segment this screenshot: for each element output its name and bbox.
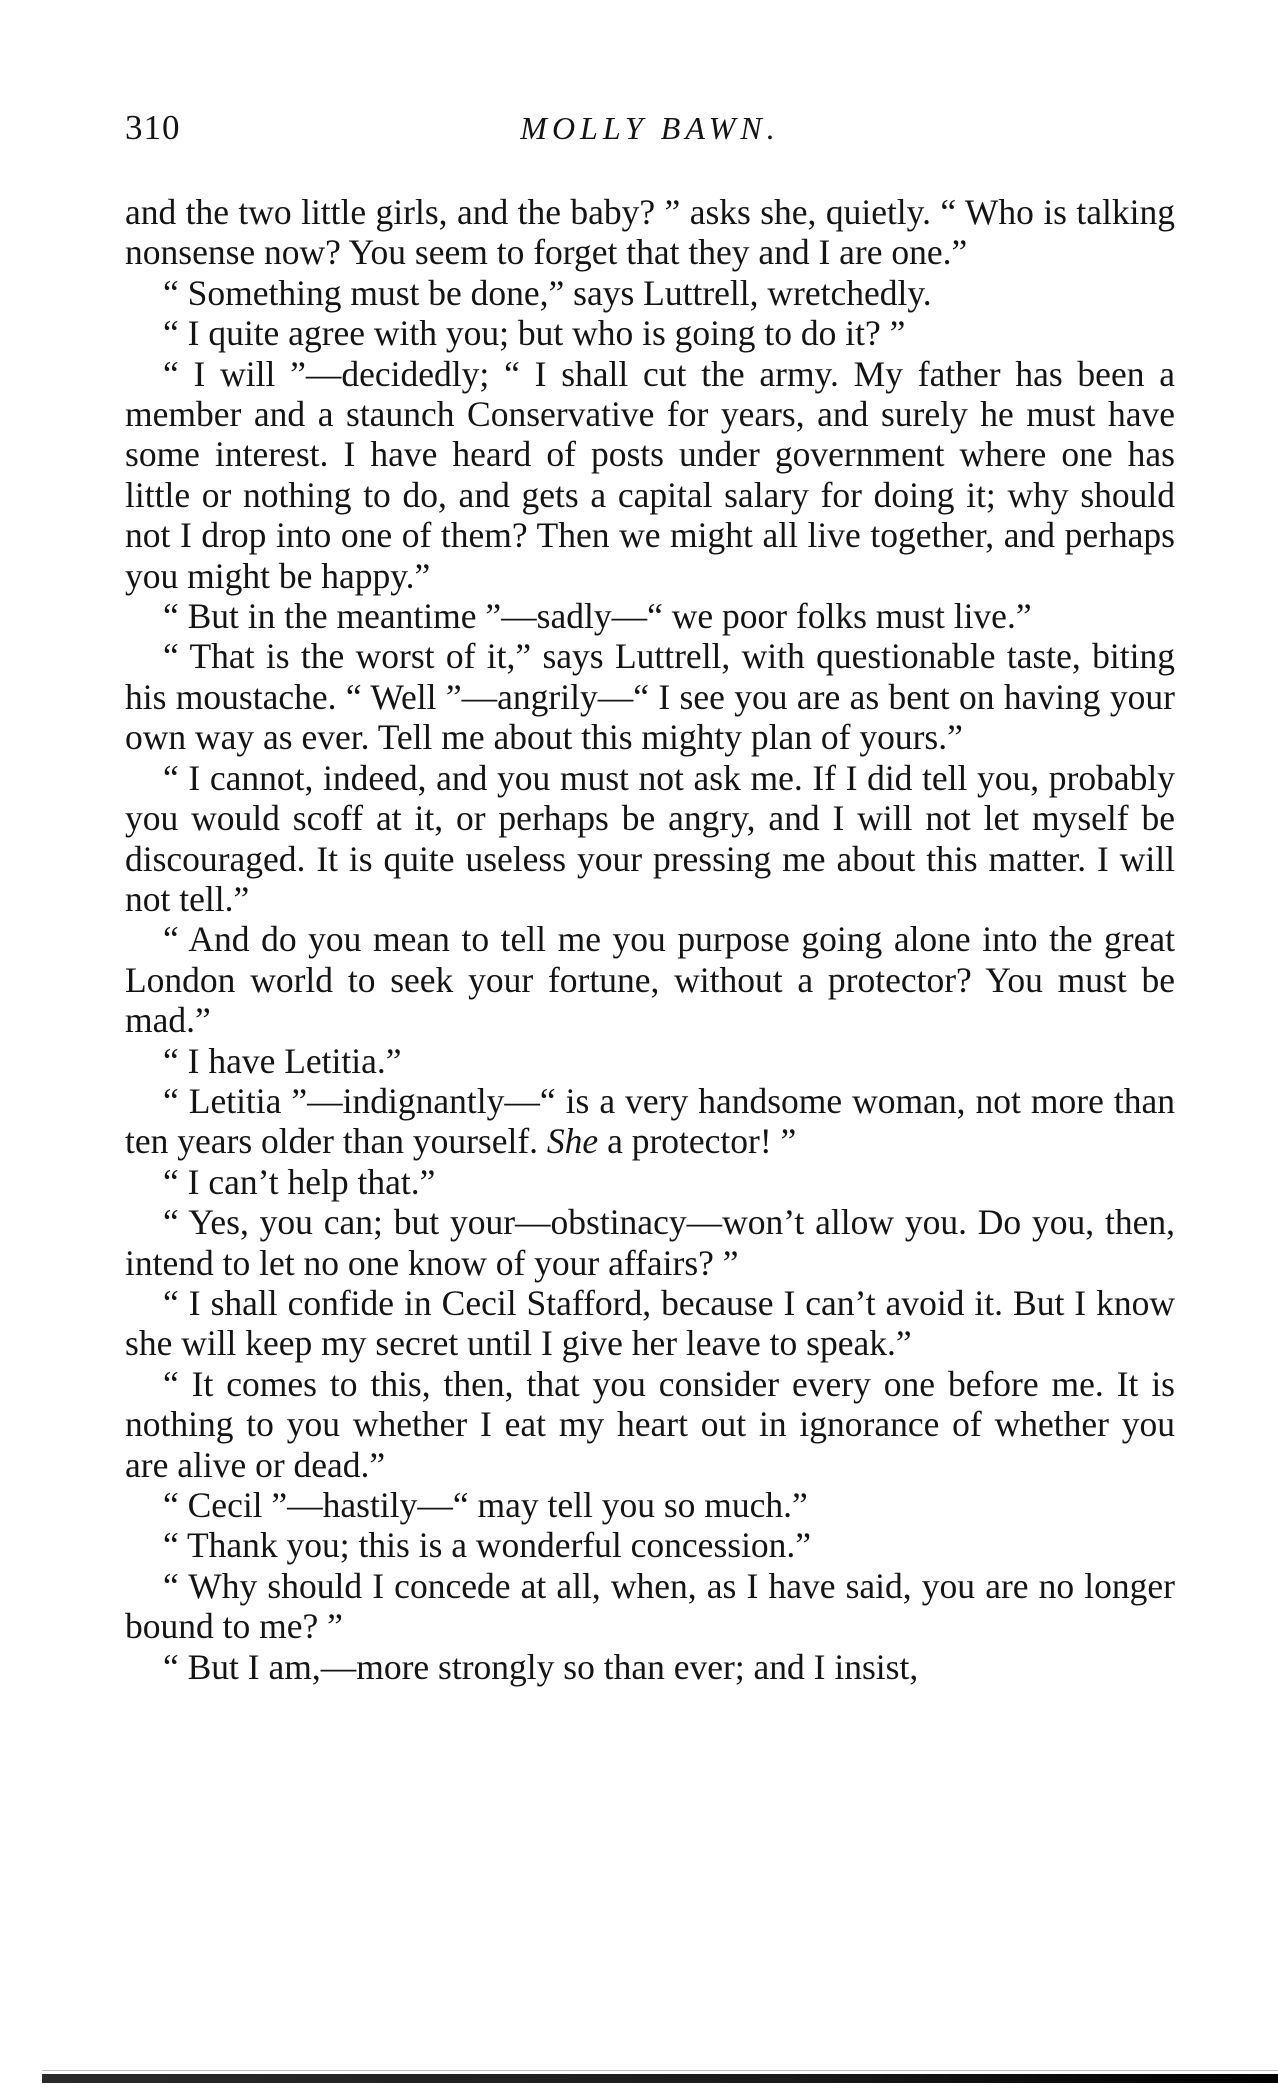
paragraph: “ I quite agree with you; but who is going to do it? ” <box>163 313 906 354</box>
paragraph: “ I have Letitia.” <box>163 1040 402 1081</box>
paragraph: “ And do you mean to tell me you purpose going alone into the great London world to seek your fortune, without a protector? You must be mad.” <box>125 919 1175 1041</box>
paragraph: “ That is the worst of it,” says Luttrell, with questionable taste, biting his moustache. “ Well ”—angrily—“ I see you are as bent on having your own way as ever. Tell me about this mighty plan of yours.” <box>125 636 1175 758</box>
paragraph: “ Why should I concede at all, when, as I have said, you are no longer bound to me? ” <box>125 1565 1175 1647</box>
paragraph-text: “ Letitia ”—indignantly—“ is a very handsome woman, not more than ten years older than yourself. <box>125 1080 1175 1162</box>
emphasis-word: She <box>546 1121 599 1162</box>
page-header <box>125 108 1175 158</box>
paragraph: “ I shall confide in Cecil Stafford, because I can’t avoid it. But I know she will keep my secret until I give her leave to speak.” <box>125 1282 1175 1364</box>
paragraph-with-emphasis <box>125 1081 1175 1162</box>
paragraph: “ Cecil ”—hastily—“ may tell you so much.” <box>163 1485 808 1525</box>
paragraph: “ I can’t help that.” <box>163 1161 436 1202</box>
paragraph: “ Something must be done,” says Luttrell, wretchedly. <box>163 272 932 313</box>
paragraph: “ But I am,—more strongly so than ever; and I insist, <box>163 1646 919 1687</box>
footer-hairline <box>42 2070 1278 2071</box>
paragraph-tail: a protector! ” <box>598 1121 797 1162</box>
running-title: MOLLY BAWN. <box>520 110 780 146</box>
paragraph: “ I cannot, indeed, and you must not ask me. If I did tell you, probably you would scoff at it, or perhaps be angry, and I will not let myself be discouraged. It is quite useless your pressing me about this matter. I will not tell.” <box>125 757 1175 919</box>
paragraph: “ Thank you; this is a wonderful concession.” <box>163 1525 812 1566</box>
page-number: 310 <box>125 108 181 147</box>
footer-rule <box>42 2074 1278 2083</box>
paragraph: “ Yes, you can; but your—obstinacy—won’t allow you. Do you, then, intend to let no one know of your affairs? ” <box>125 1202 1175 1283</box>
paragraph: “ I will ”—decidedly; “ I shall cut the army. My father has been a member and a staunch Conservative for years, and surely he must have some interest. I have heard of posts under government where one has little or nothing to do, and gets a capital salary for doing it; why should not I drop into one of them? Then we might all live together, and perhaps you might be happy.” <box>125 353 1175 596</box>
paragraph: “ But in the meantime ”—sadly—“ we poor folks must live.” <box>163 596 1032 637</box>
paragraph: “ It comes to this, then, that you consider every one before me. It is nothing to you whether I eat my heart out in ignorance of whether you are alive or dead.” <box>125 1363 1175 1485</box>
paragraph: and the two little girls, and the baby? ” asks she, quietly. “ Who is talking nonsense now? You seem to forget that they and I are one.” <box>125 192 1175 273</box>
body-text <box>125 192 1175 1687</box>
